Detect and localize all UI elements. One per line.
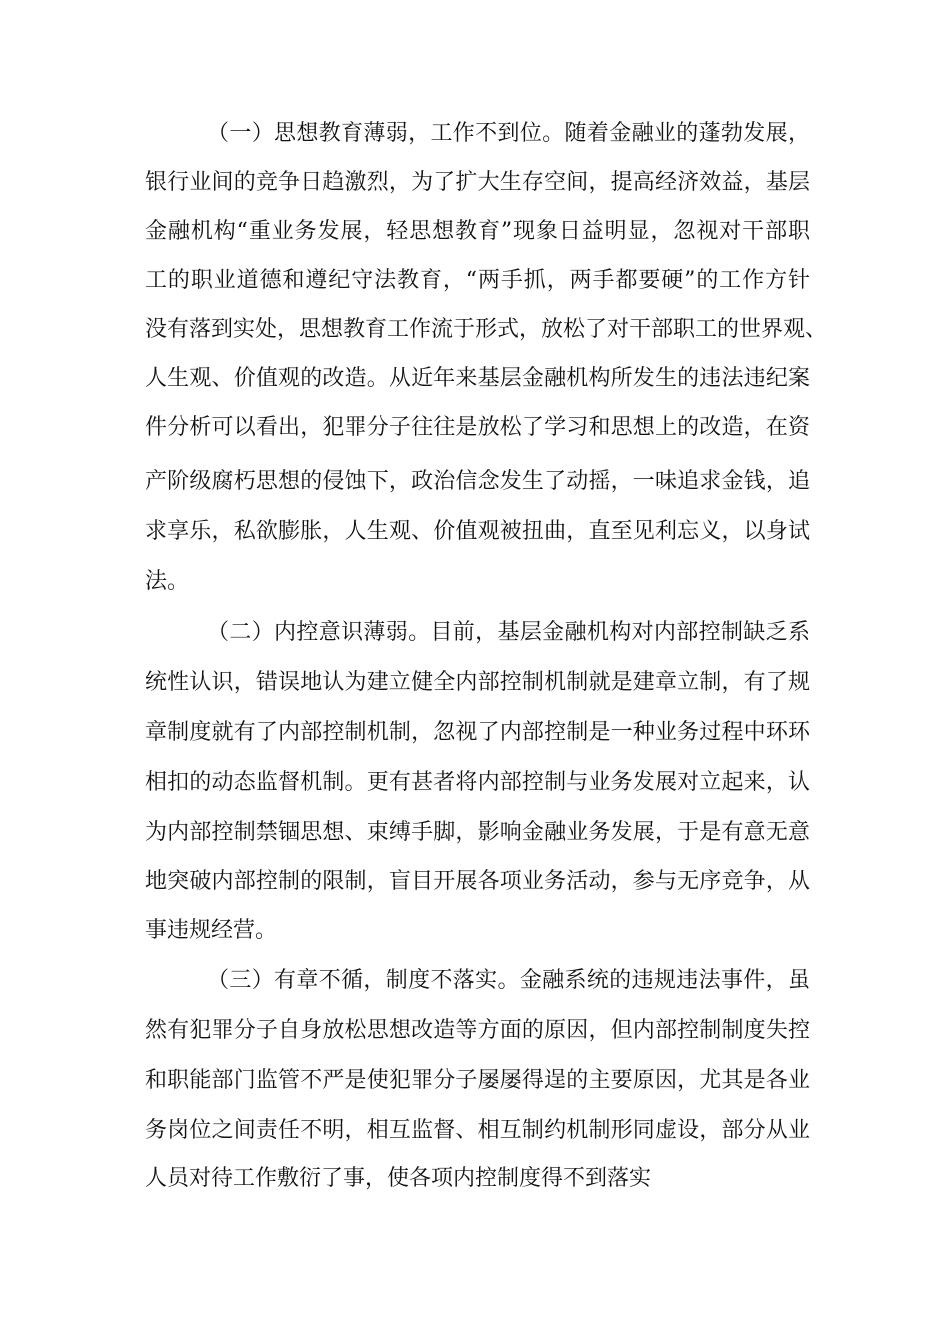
paragraph-1-line-3: 金融机构“重业务发展，轻思想教育”现象日益明显，忽视对干部职	[145, 219, 810, 244]
paragraph-2-line-5: 为内部控制禁锢思想、束缚手脚，影响金融业务发展，于是有意无意	[145, 820, 810, 845]
paragraph-3-line-2: 然有犯罪分子自身放松思想改造等方面的原因，但内部控制制度失控	[145, 1018, 810, 1043]
paragraph-2-line-7: 事违规经营。	[145, 918, 278, 943]
paragraph-1-line-10: 法。	[145, 569, 190, 594]
paragraph-1-line-2: 银行业间的竞争日趋激烈，为了扩大生存空间，提高经济效益，基层	[145, 170, 810, 195]
paragraph-2-line-2: 统性认识，错误地认为建立健全内部控制机制就是建章立制，有了规	[145, 670, 810, 695]
paragraph-3-line-3: 和职能部门监管不严是使犯罪分子屡屡得逞的主要原因，尤其是各业	[145, 1068, 810, 1093]
paragraph-1-line-7: 件分析可以看出，犯罪分子往往是放松了学习和思想上的改造，在资	[145, 415, 810, 440]
paragraph-3-line-1: （三）有章不循，制度不落实。金融系统的违规违法事件，虽	[207, 968, 810, 993]
paragraph-2-line-3: 章制度就有了内部控制机制，忽视了内部控制是一种业务过程中环环	[145, 720, 810, 745]
paragraph-2-line-1: （二）内控意识薄弱。目前，基层金融机构对内部控制缺乏系	[207, 620, 810, 645]
paragraph-1-line-9: 求享乐，私欲膨胀，人生观、价值观被扭曲，直至见利忘义，以身试	[145, 519, 810, 544]
paragraph-1-line-8: 产阶级腐朽思想的侵蚀下，政治信念发生了动摇，一味追求金钱，追	[145, 469, 810, 494]
paragraph-3-line-4: 务岗位之间责任不明，相互监督、相互制约机制形同虚设，部分从业	[145, 1118, 810, 1143]
paragraph-1-line-4: 工的职业道德和遵纪守法教育，“两手抓，两手都要硬”的工作方针	[145, 268, 810, 293]
paragraph-2-line-6: 地突破内部控制的限制，盲目开展各项业务活动，参与无序竞争，从	[145, 869, 810, 894]
paragraph-1-line-6: 人生观、价值观的改造。从近年来基层金融机构所发生的违法违纪案	[145, 366, 810, 391]
paragraph-3-line-5: 人员对待工作敷衍了事，使各项内控制度得不到落实	[145, 1166, 652, 1191]
paragraph-2-line-4: 相扣的动态监督机制。更有甚者将内部控制与业务发展对立起来，认	[145, 770, 810, 795]
paragraph-1-line-5: 没有落到实处，思想教育工作流于形式，放松了对干部职工的世界观、	[145, 317, 828, 342]
paragraph-1-line-1: （一）思想教育薄弱，工作不到位。随着金融业的蓬勃发展，	[207, 121, 810, 146]
